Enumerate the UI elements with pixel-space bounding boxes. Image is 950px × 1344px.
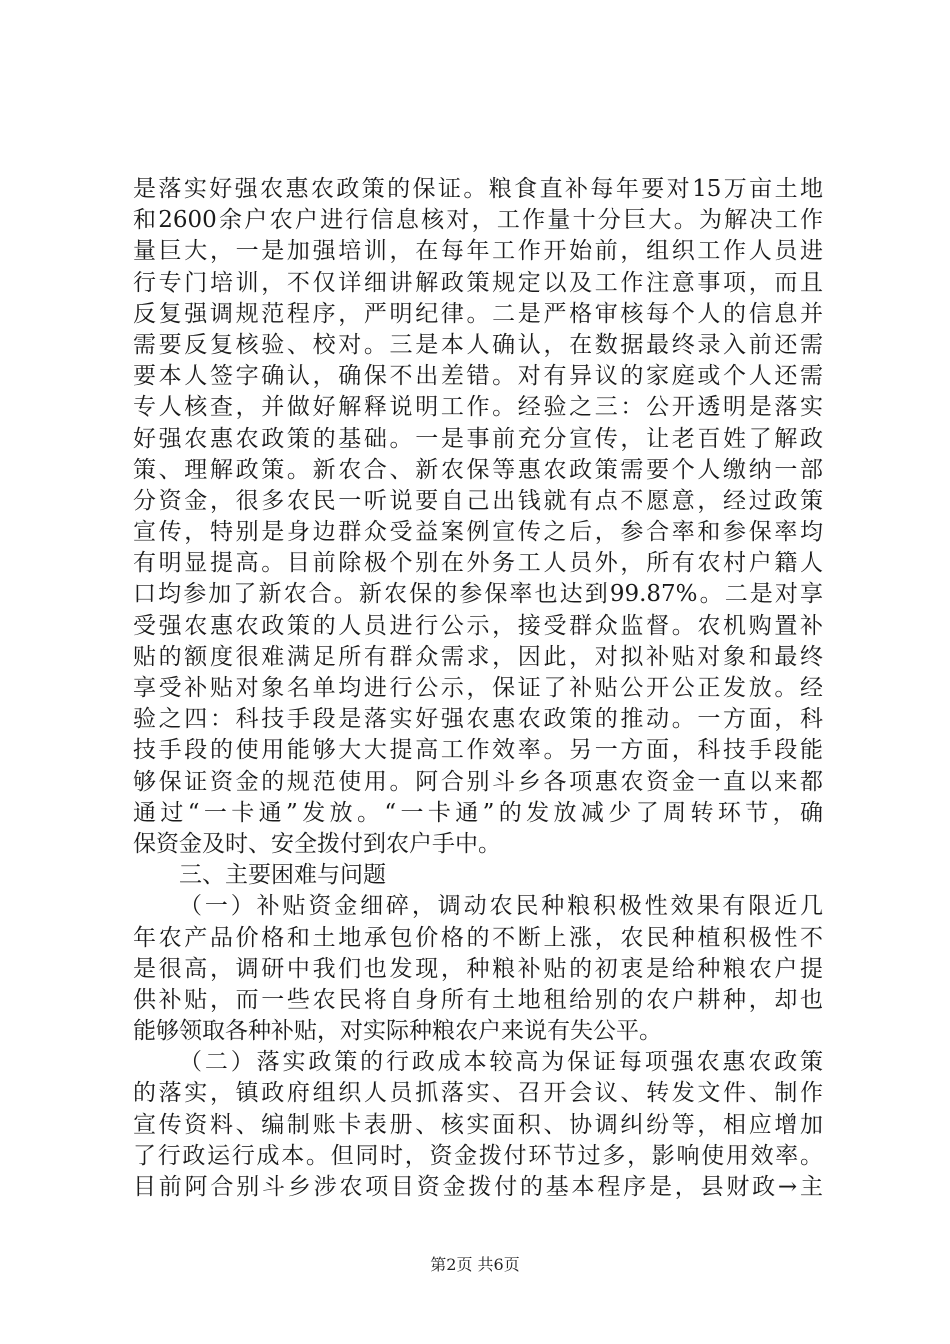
text-line: 能够领取各种补贴，对实际种粮农户来说有失公平。: [133, 1018, 662, 1045]
text-line: 宣传，特别是身边群众受益案例宣传之后，参合率和参保率均: [133, 519, 823, 546]
text-line: 通过“一卡通”发放。“一卡通”的发放减少了周转环节，确: [133, 799, 823, 826]
text-line: （二）落实政策的行政成本较高为保证每项强农惠农政策: [179, 1049, 823, 1076]
document-body: [133, 174, 823, 1203]
text-line: 和2600余户农户进行信息核对，工作量十分巨大。为解决工作: [133, 207, 823, 234]
text-line: 是落实好强农惠农政策的保证。粮食直补每年要对15万亩土地: [133, 176, 823, 202]
page-number: 第2页 共6页: [430, 1255, 520, 1274]
text-line: 保资金及时、安全拨付到农户手中。: [133, 830, 501, 857]
text-line: 宣传资料、编制账卡表册、核实面积、协调纠纷等，相应增加: [133, 1111, 823, 1138]
text-line: 口均参加了新农合。新农保的参保率也达到99.87%。二是对享: [133, 581, 823, 608]
text-line: 享受补贴对象名单均进行公示，保证了补贴公开公正发放。经: [133, 675, 823, 701]
text-line: 的落实，镇政府组织人员抓落实、召开会议、转发文件、制作: [133, 1080, 823, 1107]
text-line: 反复强调规范程序，严明纪律。二是严格审核每个人的信息并: [133, 300, 823, 327]
text-line: 分资金，很多农民一听说要自己出钱就有点不愿意，经过政策: [133, 487, 823, 514]
text-line: 好强农惠农政策的基础。一是事前充分宣传，让老百姓了解政: [133, 425, 823, 452]
section-heading: 三、主要困难与问题: [179, 862, 386, 889]
text-line: 供补贴，而一些农民将自身所有土地租给别的农户耕种，却也: [133, 986, 823, 1013]
text-line: 受强农惠农政策的人员进行公示，接受群众监督。农机购置补: [133, 612, 823, 639]
text-line: 是很高，调研中我们也发现，种粮补贴的初衷是给种粮农户提: [133, 955, 823, 982]
text-line: 专人核查，并做好解释说明工作。经验之三：公开透明是落实: [133, 394, 823, 421]
text-line: 了行政运行成本。但同时，资金拨付环节过多，影响使用效率。: [133, 1142, 823, 1169]
text-line: 量巨大，一是加强培训，在每年工作开始前，组织工作人员进: [133, 238, 823, 265]
text-line: （一）补贴资金细碎，调动农民种粮积极性效果有限近几: [179, 893, 823, 920]
text-line: 年农产品价格和土地承包价格的不断上涨，农民种植积极性不: [133, 924, 823, 951]
text-line: 验之四：科技手段是落实好强农惠农政策的推动。一方面，科: [133, 706, 823, 733]
text-line: 需要反复核验、校对。三是本人确认，在数据最终录入前还需: [133, 331, 823, 358]
text-line: 技手段的使用能够大大提高工作效率。另一方面，科技手段能: [133, 737, 823, 764]
text-line: 策、理解政策。新农合、新农保等惠农政策需要个人缴纳一部: [133, 456, 823, 483]
text-line: 行专门培训，不仅详细讲解政策规定以及工作注意事项，而且: [133, 269, 823, 296]
text-line: 有明显提高。目前除极个别在外务工人员外，所有农村户籍人: [133, 550, 823, 577]
text-line: 贴的额度很难满足所有群众需求，因此，对拟补贴对象和最终: [133, 643, 823, 670]
text-line: 够保证资金的规范使用。阿合别斗乡各项惠农资金一直以来都: [133, 768, 823, 795]
text-line: 目前阿合别斗乡涉农项目资金拨付的基本程序是，县财政→主: [133, 1174, 823, 1200]
text-line: 要本人签字确认，确保不出差错。对有异议的家庭或个人还需: [133, 363, 823, 390]
